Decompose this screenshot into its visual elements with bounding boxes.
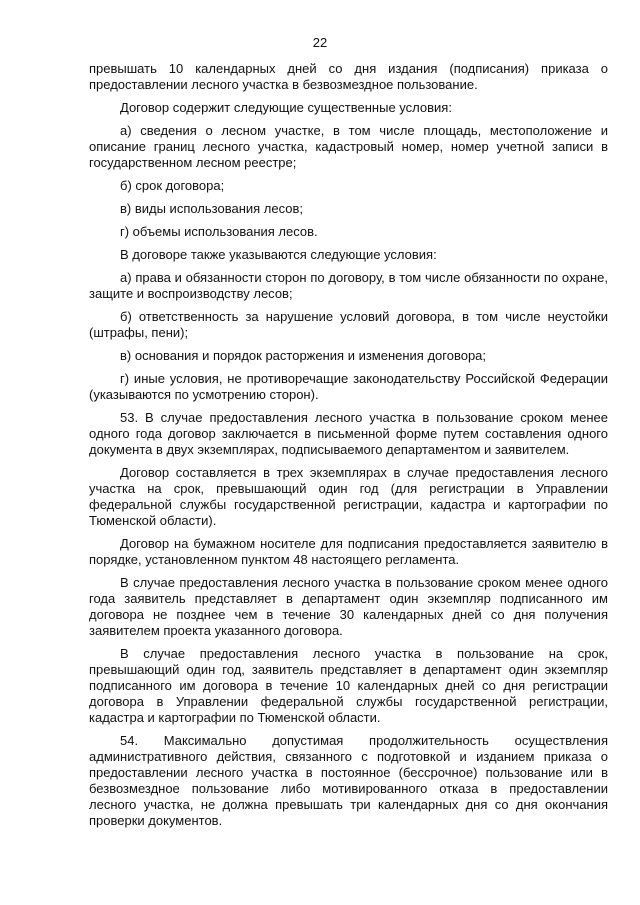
paragraph-essential-conditions-intro: Договор содержит следующие существенные условия: xyxy=(120,100,452,115)
paragraph-three-copies: Договор составляется в трех экземплярах в случае предоставления лесного участка на срок, превышающий один год (для регистрации в Управлении федеральной службы государственной регистрации, кадастра и картографии по Тюменской области). xyxy=(89,465,608,528)
list-item-b-term: б) срок договора; xyxy=(120,178,225,193)
list-item-g-forest-use-volumes: г) объемы использования лесов. xyxy=(120,224,318,239)
list-item-a-site-info: а) сведения о лесном участке, в том числе площадь, местоположение и описание границ лесного участка, кадастровый номер, номер учетной записи в государственном лесном реестре; xyxy=(89,123,608,170)
list-item-b-liability: б) ответственность за нарушение условий договора, в том числе неустойки (штрафы, пени); xyxy=(89,309,608,340)
paragraph-clause-53: 53. В случае предоставления лесного участка в пользование сроком менее одного года договор заключается в письменной форме путем составления одного документа в двух экземплярах, подписываемого департаментом и заявителем. xyxy=(89,410,608,457)
paragraph-clause-54: 54. Максимально допустимая продолжительность осуществления административного действия, связанного с подготовкой и изданием приказа о предоставлении лесного участка в постоянное (бессрочное) пользование или в безвозмездное пользование либо мотивированного отказа в предоставлении лесного участка, не должна превышать три календарных дня со дня окончания проверки документов. xyxy=(89,733,608,828)
paragraph-short-term-return: В случае предоставления лесного участка в пользование сроком менее одного года заявитель представляет в департамент один экземпляр подписанного им договора не позднее чем в течение 30 календарных дней со дня получения заявителем проекта указанного договора. xyxy=(89,575,608,638)
paragraph-additional-conditions-intro: В договоре также указываются следующие условия: xyxy=(120,247,437,262)
paragraph-long-term-return: В случае предоставления лесного участка в пользование на срок, превышающий один год, заявитель представляет в департамент один экземпляр подписанного им договора в течение 10 календарных дней со дня регистрации договора в Управлении федеральной службы государственной регистрации, кадастра и картографии по Тюменской области. xyxy=(89,646,608,725)
list-item-v-termination: в) основания и порядок расторжения и изменения договора; xyxy=(120,348,487,363)
page-number: 22 xyxy=(312,35,328,50)
paragraph-paper-contract: Договор на бумажном носителе для подписания предоставляется заявителю в порядке, установленном пунктом 48 настоящего регламента. xyxy=(89,536,608,567)
paragraph-continuation: превышать 10 календарных дней со дня издания (подписания) приказа о предоставлении лесного участка в безвозмездное пользование. xyxy=(89,61,608,92)
document-body xyxy=(89,61,608,836)
list-item-v-forest-use-types: в) виды использования лесов; xyxy=(120,201,303,216)
list-item-a-rights-obligations: а) права и обязанности сторон по договору, в том числе обязанности по охране, защите и воспроизводству лесов; xyxy=(89,270,608,301)
list-item-g-other-conditions: г) иные условия, не противоречащие законодательству Российской Федерации (указываются по усмотрению сторон). xyxy=(89,371,608,402)
